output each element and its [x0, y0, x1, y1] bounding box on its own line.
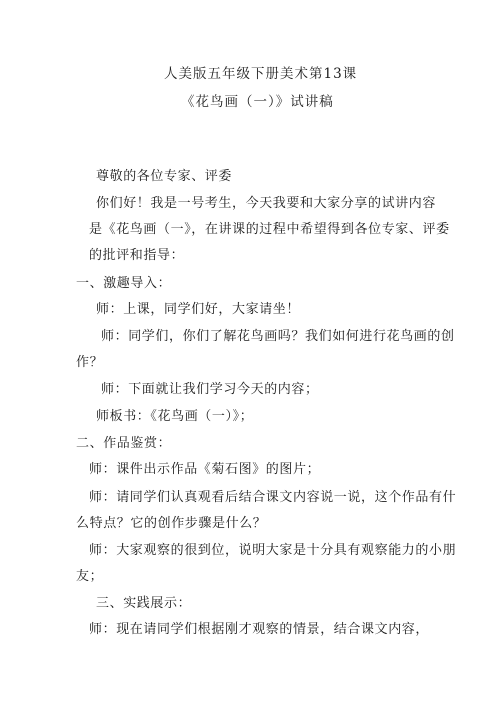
dialogue-line: 师板书：《花鸟画（一）》； [96, 409, 254, 424]
paragraph-line: 是《花鸟画（一》，在讲课的过程中希望得到各位专家、评委 [89, 222, 450, 237]
dialogue-line: 师：上课，同学们好，大家请坐！ [96, 302, 301, 317]
paragraph-line: 的批评和指导： [89, 248, 185, 263]
dialogue-line: 师：现在请同学们根据刚才观察的情景，结合课文内容， [89, 622, 430, 637]
dialogue-line: 作？ [76, 355, 104, 370]
dialogue-line: 师：同学们，你们了解花鸟画吗？我们如何进行花鸟画的创 [101, 329, 455, 344]
section-heading: 一、激趣导入： [76, 276, 172, 291]
document-title: 人美版五年级下册美术第13课 [164, 66, 358, 82]
dialogue-line: 友； [76, 569, 104, 584]
section-heading: 二、作品鉴赏： [76, 436, 172, 451]
section-heading: 三、实践展示： [96, 596, 192, 611]
salutation: 尊敬的各位专家、评委 [96, 169, 233, 184]
dialogue-line: 师：请同学们认真观看后结合课文内容说一说，这个作品有什 [89, 490, 457, 505]
dialogue-line: 师：下面就让我们学习今天的内容； [101, 382, 319, 397]
dialogue-line: 么特点？它的创作步骤是什么？ [76, 516, 267, 531]
document-subtitle: 《花鸟画（一）》试讲稿 [181, 94, 334, 110]
dialogue-line: 师：课件出示作品《菊石图》的图片； [89, 462, 321, 477]
dialogue-line: 师：大家观察的很到位，说明大家是十分具有观察能力的小朋 [89, 543, 457, 558]
paragraph-line: 你们好！我是一号考生，今天我要和大家分享的试讲内容 [96, 196, 437, 211]
